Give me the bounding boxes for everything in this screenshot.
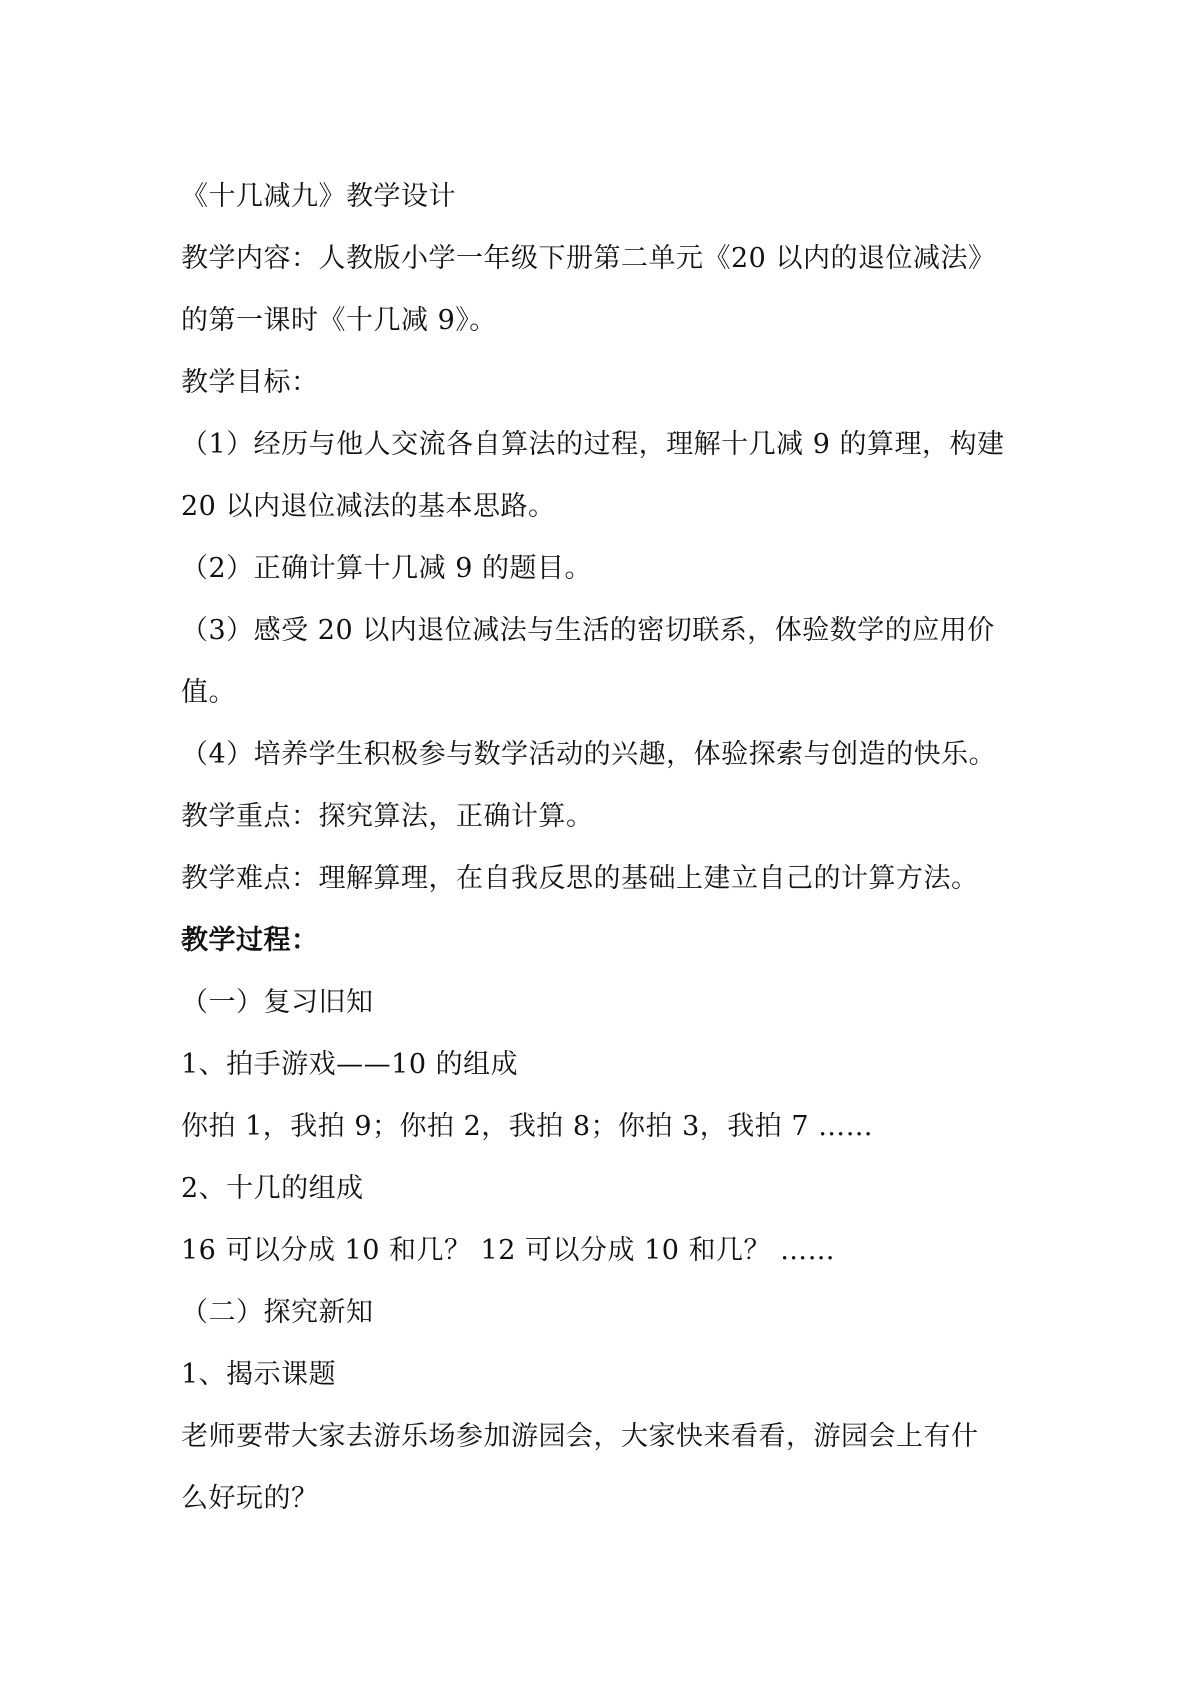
explore-item-1-detail-line-1: 老师要带大家去游乐场参加游园会，大家快来看看，游园会上有什 [181, 1421, 979, 1452]
teaching-difficulty: 教学难点：理解算理，在自我反思的基础上建立自己的计算方法。 [181, 863, 979, 894]
goal-1-line-1: （1）经历与他人交流各自算法的过程，理解十几减 9 的算理，构建 [181, 429, 1005, 460]
section-explore: （二）探究新知 [181, 1297, 374, 1328]
explore-item-1: 1、揭示课题 [181, 1359, 337, 1390]
teaching-goals-heading: 教学目标： [181, 367, 319, 398]
goal-2: （2）正确计算十几减 9 的题目。 [181, 553, 593, 584]
teaching-content-line-1: 教学内容：人教版小学一年级下册第二单元《20 以内的退位减法》 [181, 243, 996, 274]
section-review: （一）复习旧知 [181, 987, 374, 1018]
document-title: 《十几减九》教学设计 [181, 181, 456, 212]
teaching-content-line-2: 的第一课时《十几减 9》。 [181, 305, 497, 336]
goal-4: （4）培养学生积极参与数学活动的兴趣，体验探索与创造的快乐。 [181, 739, 997, 770]
teaching-focus: 教学重点：探究算法，正确计算。 [181, 801, 594, 832]
explore-item-1-detail-line-2: 么好玩的？ [181, 1483, 319, 1514]
goal-3-line-1: （3）感受 20 以内退位减法与生活的密切联系，体验数学的应用价 [181, 615, 995, 646]
document-body [181, 166, 1011, 1530]
review-item-1-detail: 你拍 1，我拍 9；你拍 2，我拍 8；你拍 3，我拍 7 …… [181, 1111, 874, 1142]
goal-1-line-2: 20 以内退位减法的基本思路。 [181, 491, 556, 522]
goal-3-line-2: 值。 [181, 677, 236, 708]
review-item-2: 2、十几的组成 [181, 1173, 364, 1204]
teaching-process-heading: 教学过程： [181, 925, 319, 956]
review-item-2-detail: 16 可以分成 10 和几？ 12 可以分成 10 和几？ …… [181, 1235, 836, 1266]
review-item-1: 1、拍手游戏——10 的组成 [181, 1049, 519, 1080]
